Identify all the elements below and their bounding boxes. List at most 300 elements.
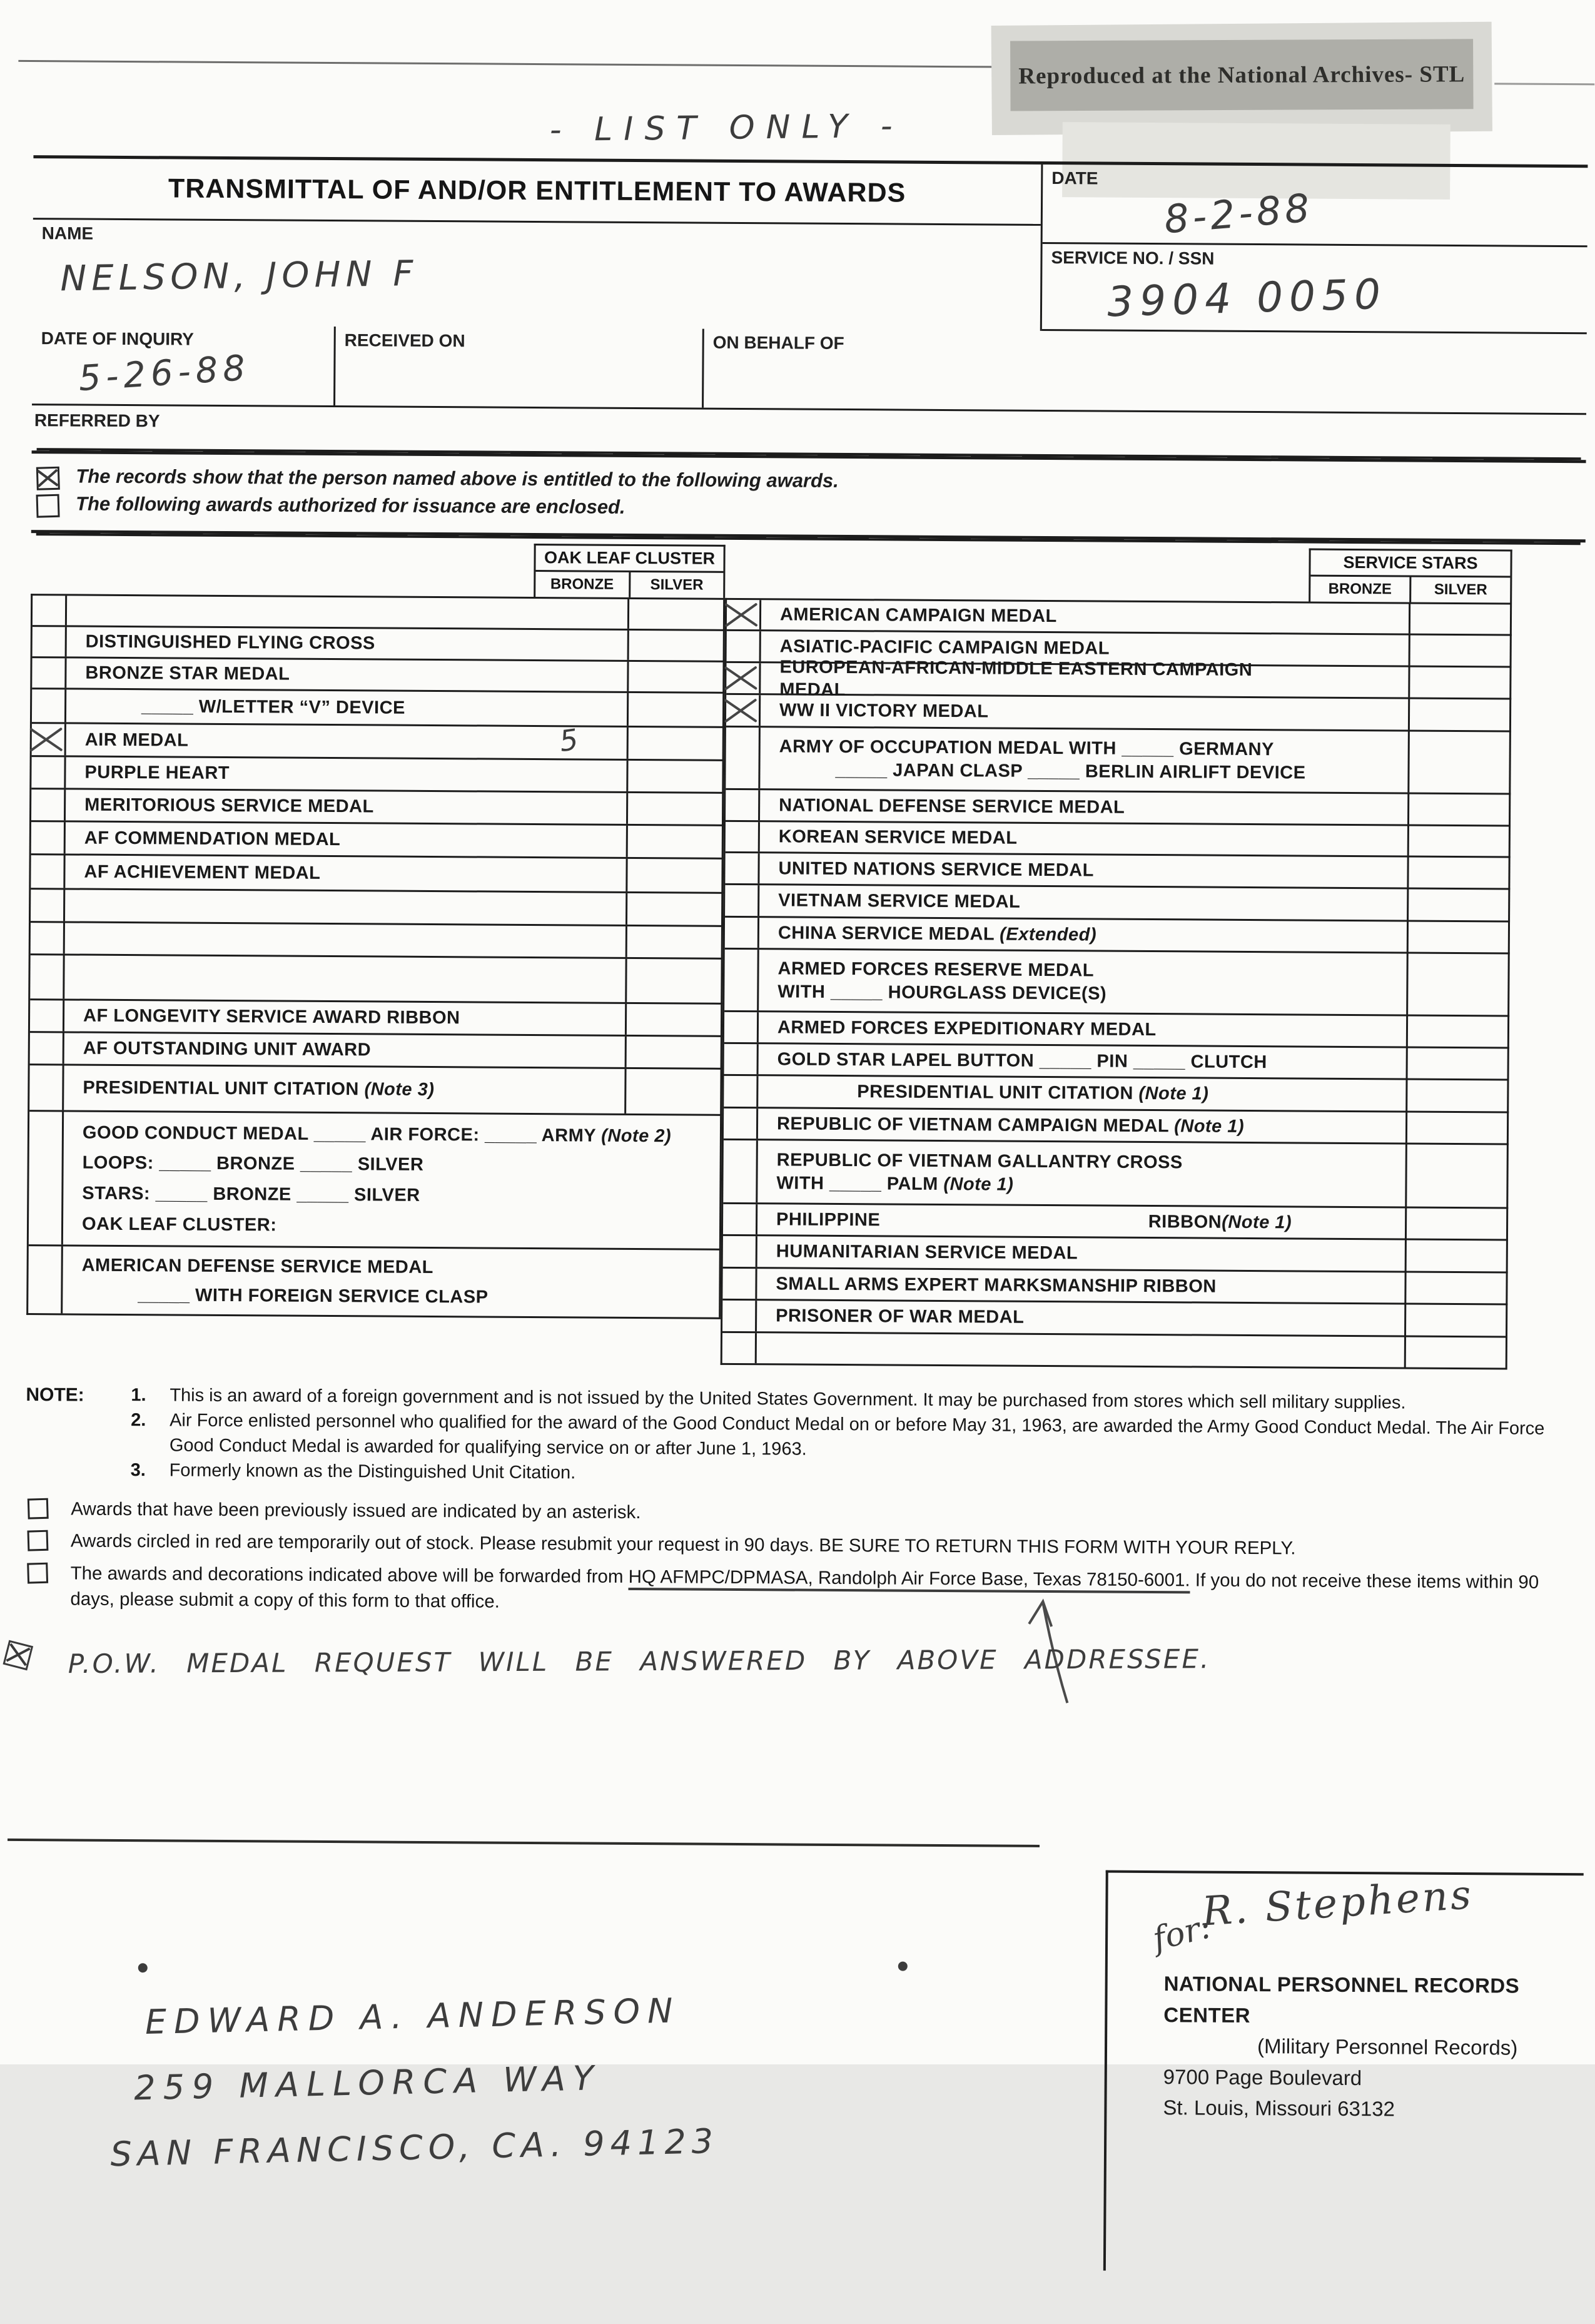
note-text: This is an award of a foreign government and is not issued by the United States Government. It may be purchased from stores which sell military supplies. [170, 1383, 1561, 1416]
records-center-line: (Military Personnel Records) [1257, 2031, 1582, 2064]
note-label: NOTE: [26, 1382, 131, 1483]
awards-right-rows [721, 598, 1512, 1370]
statement-checkbox[interactable] [36, 467, 60, 490]
note-item [131, 1408, 1561, 1466]
award-label-text: UNITED NATIONS SERVICE MEDAL [778, 858, 1094, 880]
award-check-cell[interactable] [725, 885, 759, 916]
service-no-field [1042, 244, 1587, 334]
oak-leaf-bronze-cell [534, 858, 627, 891]
oak-leaf-bronze-cell [535, 599, 629, 629]
oak-leaf-bronze-cell [533, 958, 627, 1002]
award-label-text: REPUBLIC OF VIETNAM GALLANTRY CROSS [777, 1150, 1183, 1173]
award-label-text: SMALL ARMS EXPERT MARKSMANSHIP RIBBON [776, 1274, 1217, 1296]
award-label-text: GOLD STAR LAPEL BUTTON _____ PIN _____ CLUTCH [777, 1049, 1267, 1072]
received-on-label: RECEIVED ON [345, 330, 702, 352]
service-star-bronze-cell [1306, 1337, 1406, 1368]
award-row [726, 695, 1511, 733]
award-label-text: WW II VICTORY MEDAL [779, 701, 989, 722]
instruction-row [24, 1560, 1579, 1621]
award-label [83, 1152, 720, 1178]
oak-leaf-silver-cell [626, 1069, 720, 1114]
award-name-cell [758, 1109, 1307, 1142]
service-star-bronze-cell [1310, 604, 1410, 634]
handwritten-list-only: - LIST ONLY - [549, 108, 903, 149]
service-star-silver-cell [1407, 1113, 1507, 1144]
service-star-silver-cell [1410, 667, 1509, 698]
service-star-bronze-cell [1309, 857, 1409, 888]
award-label-text: AMERICAN CAMPAIGN MEDAL [780, 605, 1057, 627]
award-label [85, 728, 535, 754]
award-check-cell[interactable] [724, 1076, 758, 1107]
award-name-cell [760, 822, 1309, 855]
award-check-cell[interactable] [726, 663, 761, 693]
instruction-checkbox[interactable] [28, 1498, 49, 1520]
award-row [29, 1065, 722, 1116]
award-label-text: ARMED FORCES RESERVE MEDAL [777, 959, 1094, 981]
award-check-cell[interactable] [722, 1333, 757, 1363]
service-star-bronze-cell [1308, 1048, 1408, 1078]
date-of-inquiry-field [32, 325, 336, 405]
award-name-cell [67, 627, 535, 659]
award-label [84, 794, 534, 819]
award-note: (Note 2) [601, 1125, 671, 1146]
award-name-cell [760, 728, 1310, 791]
award-check-cell[interactable] [31, 757, 66, 788]
award-label-text: STARS: _____ BRONZE _____ SILVER [82, 1184, 420, 1205]
service-star-bronze-cell [1309, 826, 1409, 856]
service-star-bronze-cell [1309, 731, 1410, 793]
handwritten-name: NELSON, JOHN F [60, 253, 418, 299]
award-label-text [84, 895, 89, 915]
service-star-silver-cell [1410, 636, 1510, 666]
award-label [779, 758, 1309, 784]
award-check-cell[interactable] [32, 724, 66, 755]
award-label [82, 1213, 719, 1239]
handwritten-address-block [144, 1990, 719, 2200]
award-note: (Note 1) [1174, 1116, 1244, 1137]
oak-leaf-cluster-title: OAK LEAF CLUSTER [535, 545, 723, 573]
oak-leaf-silver-cell [629, 599, 723, 629]
award-label-text: KOREAN SERVICE MEDAL [779, 827, 1018, 848]
award-label-text: PURPLE HEART [84, 763, 230, 783]
service-stars-header [1309, 549, 1512, 603]
note-text: Formerly known as the Distinguished Unit Citation. [170, 1458, 1561, 1492]
award-name-cell [64, 955, 533, 1002]
award-note: (Note 1) [943, 1174, 1013, 1195]
award-check-cell[interactable] [724, 1044, 759, 1074]
on-behalf-of-field [704, 329, 1587, 414]
award-label-text: VIETNAM SERVICE MEDAL [778, 891, 1020, 912]
award-label [777, 980, 1308, 1006]
note-items [131, 1383, 1581, 1491]
award-label [776, 1172, 1307, 1197]
oak-leaf-silver-cell [628, 761, 722, 792]
footer-section [20, 1839, 1577, 2323]
award-name-cell [757, 1140, 1307, 1205]
award-row [31, 890, 723, 927]
statement-text: The records show that the person named above is entitled to the following awards. [76, 465, 839, 492]
award-label-text: _____ W/LETTER “V” DEVICE [141, 696, 405, 718]
award-check-cell[interactable] [30, 1033, 64, 1063]
award-check-cell[interactable] [28, 1246, 63, 1313]
name-field [33, 220, 1041, 331]
note-number: 1. [131, 1383, 170, 1408]
header-left-column [33, 158, 1043, 331]
date-field [1043, 165, 1588, 247]
note-text: Air Force enlisted personnel who qualified for the award of the Good Conduct Medal on or before May 31, 1963, are awarded the Army Good Conduct Medal. The Air Force Good Conduct Medal is awarded for qualifying service on or after June 1, 1963. [170, 1408, 1561, 1466]
award-label [83, 1077, 532, 1102]
form-body [20, 0, 1589, 2323]
award-label [86, 599, 535, 625]
award-name-cell [759, 950, 1309, 1013]
service-star-silver-cell [1407, 1241, 1506, 1272]
award-check-cell[interactable] [30, 1000, 64, 1031]
oak-leaf-silver-header: SILVER [630, 572, 724, 598]
date-label: DATE [1051, 168, 1587, 191]
award-label-text [86, 601, 91, 621]
award-row [723, 1140, 1509, 1209]
award-name-cell [759, 1044, 1308, 1077]
awards-left-rows [26, 594, 725, 1319]
award-name-cell [64, 1033, 533, 1067]
service-star-bronze-cell [1307, 1112, 1407, 1143]
oak-leaf-bronze-cell [532, 1068, 626, 1114]
award-check-cell[interactable] [30, 955, 64, 998]
note-number: 2. [131, 1408, 170, 1458]
instruction-checkbox[interactable] [27, 1530, 48, 1551]
award-row [32, 689, 724, 728]
service-stars-bronze-header: BRONZE [1310, 577, 1411, 602]
pow-annotation-row [24, 1640, 1579, 1680]
service-no-label: SERVICE NO. / SSN [1051, 248, 1587, 271]
award-label [776, 1337, 1306, 1362]
oak-leaf-cluster-header [534, 544, 726, 598]
oak-leaf-bronze-header: BRONZE [535, 572, 630, 597]
on-behalf-of-label: ON BEHALF OF [713, 333, 1587, 358]
service-star-bronze-cell [1307, 1240, 1407, 1271]
instruction-text [70, 1560, 1579, 1621]
service-star-bronze-cell [1306, 1272, 1406, 1303]
award-row [724, 950, 1510, 1017]
oak-leaf-bronze-cell [534, 926, 627, 957]
award-name-cell [65, 923, 534, 956]
award-check-cell[interactable] [29, 1112, 64, 1244]
instruction-row [25, 1528, 1579, 1563]
award-label-text: NATIONAL DEFENSE SERVICE MEDAL [779, 795, 1125, 817]
award-check-cell[interactable] [33, 627, 67, 656]
award-label-text: _____ WITH FOREIGN SERVICE CLASP [138, 1285, 488, 1307]
award-note: (Note 1) [1138, 1083, 1208, 1104]
award-label-text [83, 967, 89, 987]
award-name-cell [760, 790, 1309, 823]
award-name-cell [65, 855, 534, 891]
award-check-cell[interactable] [31, 789, 66, 820]
service-star-silver-cell [1409, 732, 1509, 793]
award-label-text: HUMANITARIAN SERVICE MEDAL [776, 1242, 1078, 1264]
service-star-bronze-cell [1306, 1304, 1406, 1336]
oak-leaf-silver-cell [629, 728, 722, 759]
award-label-text: AF COMMENDATION MEDAL [84, 828, 341, 850]
award-label-text: PRESIDENTIAL UNIT CITATION [83, 1078, 364, 1100]
received-on-field [335, 327, 704, 408]
award-label [84, 894, 534, 920]
award-label [86, 631, 535, 656]
award-name-cell [757, 1236, 1307, 1270]
service-star-silver-cell [1409, 922, 1508, 953]
award-label-text: AF LONGEVITY SERVICE AWARD RIBBON [83, 1006, 460, 1028]
service-star-silver-cell [1408, 1048, 1507, 1079]
award-label [85, 694, 535, 720]
award-check-cell[interactable] [724, 1012, 759, 1042]
award-name-cell [757, 1269, 1306, 1302]
award-row [32, 724, 724, 761]
signature-for: for: [1149, 1908, 1214, 1958]
award-name-cell [63, 1246, 719, 1317]
award-check-cell[interactable] [725, 918, 759, 948]
award-label-text: DISTINGUISHED FLYING CROSS [86, 632, 375, 654]
award-check-cell[interactable] [32, 689, 66, 722]
oak-leaf-silver-cell [629, 693, 722, 726]
award-label [778, 921, 1309, 947]
handwritten-pow-note: P.O.W. MEDAL REQUEST WILL BE ANSWERED BY ABOVE ADDRESSEE. [68, 1642, 1579, 1680]
award-label [779, 826, 1309, 851]
award-row [724, 1044, 1509, 1081]
award-note: (Note 1) [1222, 1211, 1292, 1234]
award-label-text: PRESIDENTIAL UNIT CITATION [857, 1082, 1138, 1104]
instruction-text: Awards that have been previously issued are indicated by an asterisk. [71, 1496, 1579, 1531]
award-check-cell[interactable] [726, 728, 761, 788]
award-check-cell[interactable] [31, 855, 65, 888]
award-label [777, 1016, 1308, 1042]
award-label-text: OAK LEAF CLUSTER: [82, 1214, 277, 1236]
service-star-silver-cell [1407, 1209, 1506, 1239]
award-label [777, 1048, 1308, 1073]
service-star-bronze-cell [1310, 667, 1410, 698]
award-row [31, 757, 724, 794]
award-check-cell[interactable] [726, 790, 760, 820]
award-label-text: ASIATIC-PACIFIC CAMPAIGN MEDAL [780, 636, 1110, 658]
instruction-checkbox[interactable] [27, 1562, 48, 1583]
award-row [29, 1112, 722, 1251]
award-label-text: WITH _____ HOURGLASS DEVICE(S) [777, 982, 1106, 1003]
award-label [83, 1005, 533, 1030]
award-row [30, 1033, 722, 1070]
service-star-silver-cell [1409, 794, 1509, 825]
form-header [32, 155, 1588, 455]
note-number: 3. [131, 1458, 170, 1483]
award-check-cell[interactable] [724, 1109, 758, 1139]
award-check-cell[interactable] [722, 1269, 757, 1299]
archives-stamp-text: Reproduced at the National Archives- STL [1018, 61, 1465, 89]
name-label: NAME [42, 223, 1041, 250]
award-check-cell[interactable] [33, 596, 67, 625]
award-label [778, 890, 1309, 915]
award-row [33, 596, 725, 631]
award-label-text: WITH _____ PALM [776, 1173, 943, 1194]
award-label-text: LOOPS: _____ BRONZE _____ SILVER [83, 1153, 424, 1175]
oak-leaf-silver-cell [629, 662, 722, 692]
handwritten-address-line: 259 MALLORCA WAY [134, 2056, 718, 2108]
award-row [725, 853, 1510, 890]
award-row [725, 885, 1510, 923]
instruction-text: Awards circled in red are temporarily out of stock. Please resubmit your request in 90 days. BE SURE TO RETURN THIS FORM WITH YOUR REPLY. [71, 1528, 1579, 1563]
oak-leaf-bronze-cell [535, 661, 629, 691]
award-label [777, 1149, 1307, 1175]
award-name-cell [757, 1333, 1306, 1366]
award-label [779, 699, 1310, 725]
instruction-paragraphs [24, 1496, 1579, 1621]
award-label-text: ARMY OF OCCUPATION MEDAL WITH _____ GERMANY [779, 737, 1274, 760]
instruction-text-pre: The awards and decorations indicated above will be forwarded from [71, 1563, 629, 1586]
records-center-address [1163, 1968, 1582, 2126]
award-label [776, 1272, 1306, 1298]
award-name-cell [66, 658, 535, 691]
referred-by-label: REFERRED BY [34, 410, 1586, 440]
bullet-dot-left [138, 1963, 148, 1972]
award-name-cell [66, 757, 534, 791]
award-row [31, 789, 724, 826]
handwritten-date: 8-2-88 [1162, 185, 1315, 242]
service-star-silver-cell [1410, 699, 1509, 731]
award-label [84, 761, 534, 787]
award-label [83, 1121, 720, 1147]
award-row [722, 1333, 1507, 1368]
awards-table [26, 540, 1586, 1370]
awards-left-half [26, 540, 726, 1319]
award-label [779, 794, 1309, 819]
award-row [31, 923, 723, 960]
award-name-cell [66, 689, 535, 725]
statement-checkbox[interactable] [36, 494, 60, 518]
award-label [84, 927, 534, 953]
award-label-text: AIR MEDAL [85, 729, 189, 750]
notes-section [26, 1382, 1581, 1491]
award-check-cell[interactable] [722, 1301, 757, 1331]
award-row [724, 1076, 1509, 1114]
award-label [857, 1081, 1208, 1106]
pow-checkbox[interactable] [3, 1640, 34, 1671]
award-row [726, 790, 1511, 827]
date-of-inquiry-label: DATE OF INQUIRY [41, 328, 334, 350]
oak-leaf-bronze-cell [533, 1003, 627, 1035]
oak-leaf-silver-cell [628, 793, 722, 825]
instruction-row [25, 1496, 1579, 1531]
award-row [31, 855, 723, 894]
award-row [722, 1269, 1507, 1306]
award-check-cell[interactable] [726, 695, 761, 726]
service-star-silver-cell [1409, 890, 1508, 921]
award-name-cell [757, 1301, 1306, 1334]
award-name-cell [66, 822, 534, 856]
service-star-bronze-cell [1310, 699, 1410, 730]
bullet-dot-right [898, 1962, 908, 1971]
award-label [777, 958, 1308, 983]
oak-leaf-bronze-cell [535, 693, 629, 726]
award-name-cell [761, 695, 1310, 729]
award-note: (Extended) [1000, 924, 1096, 945]
award-row [726, 728, 1511, 795]
award-label-text: AMERICAN DEFENSE SERVICE MEDAL [82, 1256, 433, 1277]
award-check-cell[interactable] [725, 853, 759, 883]
award-row [727, 600, 1512, 636]
oak-leaf-silver-cell [629, 631, 723, 661]
oak-leaf-silver-cell [628, 826, 722, 858]
award-name-cell [65, 890, 534, 924]
award-row [724, 1012, 1509, 1049]
oak-leaf-bronze-cell [534, 760, 628, 791]
header-right-column [1042, 165, 1588, 334]
award-check-cell[interactable] [723, 1140, 758, 1202]
oak-leaf-silver-cell [627, 1004, 721, 1035]
award-name-cell [759, 885, 1309, 919]
title-row [33, 158, 1041, 226]
records-center-line: St. Louis, Missouri 63132 [1163, 2092, 1582, 2126]
service-star-silver-cell [1410, 604, 1510, 634]
award-check-cell[interactable] [727, 631, 761, 661]
service-star-bronze-cell [1309, 889, 1409, 920]
award-row [726, 822, 1511, 858]
handwritten-address-line: EDWARD A. ANDERSON [144, 1990, 716, 2042]
award-check-cell[interactable] [724, 950, 759, 1010]
award-label [779, 736, 1310, 761]
service-star-silver-cell [1406, 1305, 1506, 1336]
award-check-cell[interactable] [31, 822, 66, 853]
award-label [776, 1305, 1306, 1331]
service-star-bronze-cell [1308, 953, 1409, 1015]
instruction-text-post: If you do not receive these items within 90 days, please submit a copy of this form to that office. [70, 1570, 1539, 1612]
award-check-cell[interactable] [726, 822, 760, 851]
award-name-cell [757, 1204, 1307, 1237]
award-label [780, 604, 1310, 629]
award-check-cell[interactable] [727, 600, 761, 629]
instruction-text-underlined: HQ AFMPC/DPMASA, Randolph Air Force Base, Texas 78150-6001. [629, 1566, 1190, 1593]
award-name-cell [63, 1112, 720, 1248]
award-name-cell [759, 853, 1309, 886]
award-label [85, 662, 535, 688]
service-star-bronze-cell [1309, 921, 1409, 952]
award-label [776, 1241, 1307, 1266]
award-check-cell[interactable] [31, 890, 65, 921]
oak-leaf-bronze-cell [535, 727, 629, 759]
award-label-text: ARMED FORCES EXPEDITIONARY MEDAL [777, 1017, 1157, 1040]
award-check-cell[interactable] [31, 923, 65, 953]
award-label-text: AF OUTSTANDING UNIT AWARD [83, 1038, 372, 1060]
award-check-cell[interactable] [723, 1204, 757, 1234]
service-star-bronze-cell [1310, 635, 1410, 666]
service-star-bronze-cell [1307, 1144, 1407, 1207]
award-row [30, 955, 722, 1005]
award-check-cell[interactable] [32, 658, 66, 688]
oak-leaf-silver-cell [627, 1037, 721, 1068]
award-check-cell[interactable] [29, 1065, 64, 1110]
award-label-text: PHILIPPINE [776, 1208, 880, 1231]
award-label [776, 1208, 1307, 1234]
award-label-text [776, 1338, 781, 1358]
award-row [723, 1236, 1508, 1274]
spacer [880, 1209, 1148, 1233]
award-row [33, 627, 725, 662]
records-center-line: 9700 Page Boulevard [1163, 2061, 1582, 2095]
award-row [725, 918, 1510, 955]
award-check-cell[interactable] [723, 1236, 757, 1267]
header-top-row [33, 158, 1588, 334]
award-row [28, 1246, 721, 1317]
award-row [30, 1000, 722, 1037]
award-label [84, 826, 534, 852]
award-label-text: CHINA SERVICE MEDAL [778, 923, 1000, 944]
award-note: (Note 3) [364, 1080, 434, 1100]
award-label-text [84, 928, 89, 948]
